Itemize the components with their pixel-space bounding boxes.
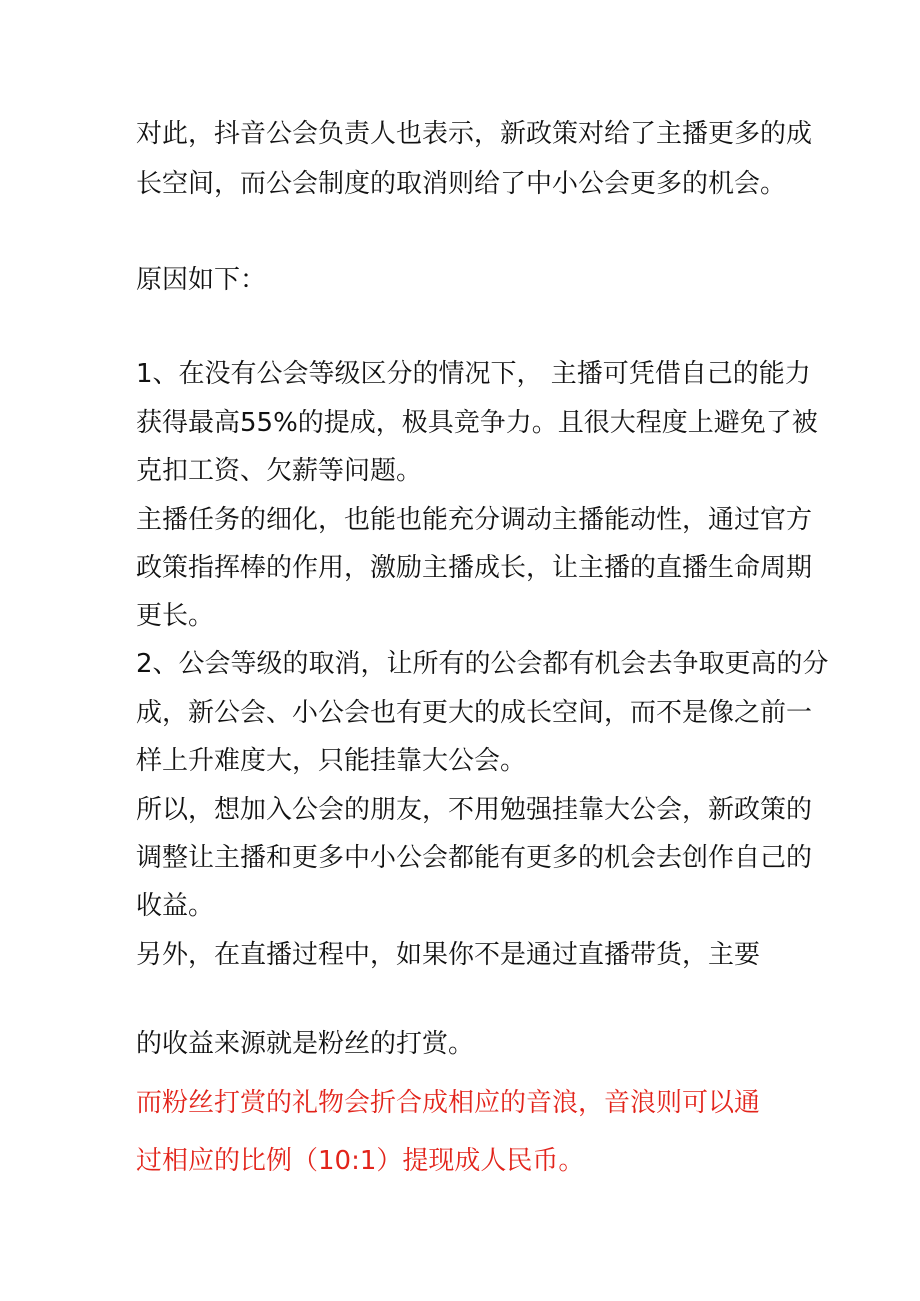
list-item-line: 获得最高55%的提成，极具竞争力。且很大程度上避免了被 bbox=[136, 408, 818, 438]
list-item-line: 成，新公会、小公会也有更大的成长空间，而不是像之前一 bbox=[136, 698, 813, 728]
list-item-line: 克扣工资、欠薪等问题。 bbox=[136, 456, 423, 486]
paragraph-line: 政策指挥棒的作用，激励主播成长，让主播的直播生命周期 bbox=[136, 553, 813, 583]
paragraph-line: 另外，在直播过程中，如果你不是通过直播带货，主要 bbox=[136, 940, 761, 970]
list-item-line: 1、在没有公会等级区分的情况下， 主播可凭借自己的能力 bbox=[136, 359, 811, 389]
paragraph-line: 调整让主播和更多中小公会都能有更多的机会去创作自己的 bbox=[136, 843, 813, 873]
paragraph-line: 所以，想加入公会的朋友，不用勉强挂靠大公会，新政策的 bbox=[136, 795, 813, 825]
highlighted-line: 而粉丝打赏的礼物会折合成相应的音浪，音浪则可以通 bbox=[136, 1088, 761, 1118]
paragraph-line: 更长。 bbox=[136, 601, 215, 631]
paragraph-line: 的收益来源就是粉丝的打赏。 bbox=[136, 1029, 475, 1059]
paragraph-line: 主播任务的细化，也能也能充分调动主播能动性，通过官方 bbox=[136, 505, 813, 535]
highlighted-line: 过相应的比例（10:1）提现成人民币。 bbox=[136, 1146, 585, 1176]
list-item-line: 2、公会等级的取消，让所有的公会都有机会去争取更高的分 bbox=[136, 649, 829, 679]
list-item-line: 样上升难度大，只能挂靠大公会。 bbox=[136, 746, 527, 776]
paragraph-line: 对此，抖音公会负责人也表示，新政策对给了主播更多的成 bbox=[136, 119, 813, 149]
paragraph-line: 收益。 bbox=[136, 891, 215, 921]
paragraph-line: 长空间，而公会制度的取消则给了中小公会更多的机会。 bbox=[136, 169, 787, 199]
section-heading: 原因如下： bbox=[136, 265, 267, 295]
